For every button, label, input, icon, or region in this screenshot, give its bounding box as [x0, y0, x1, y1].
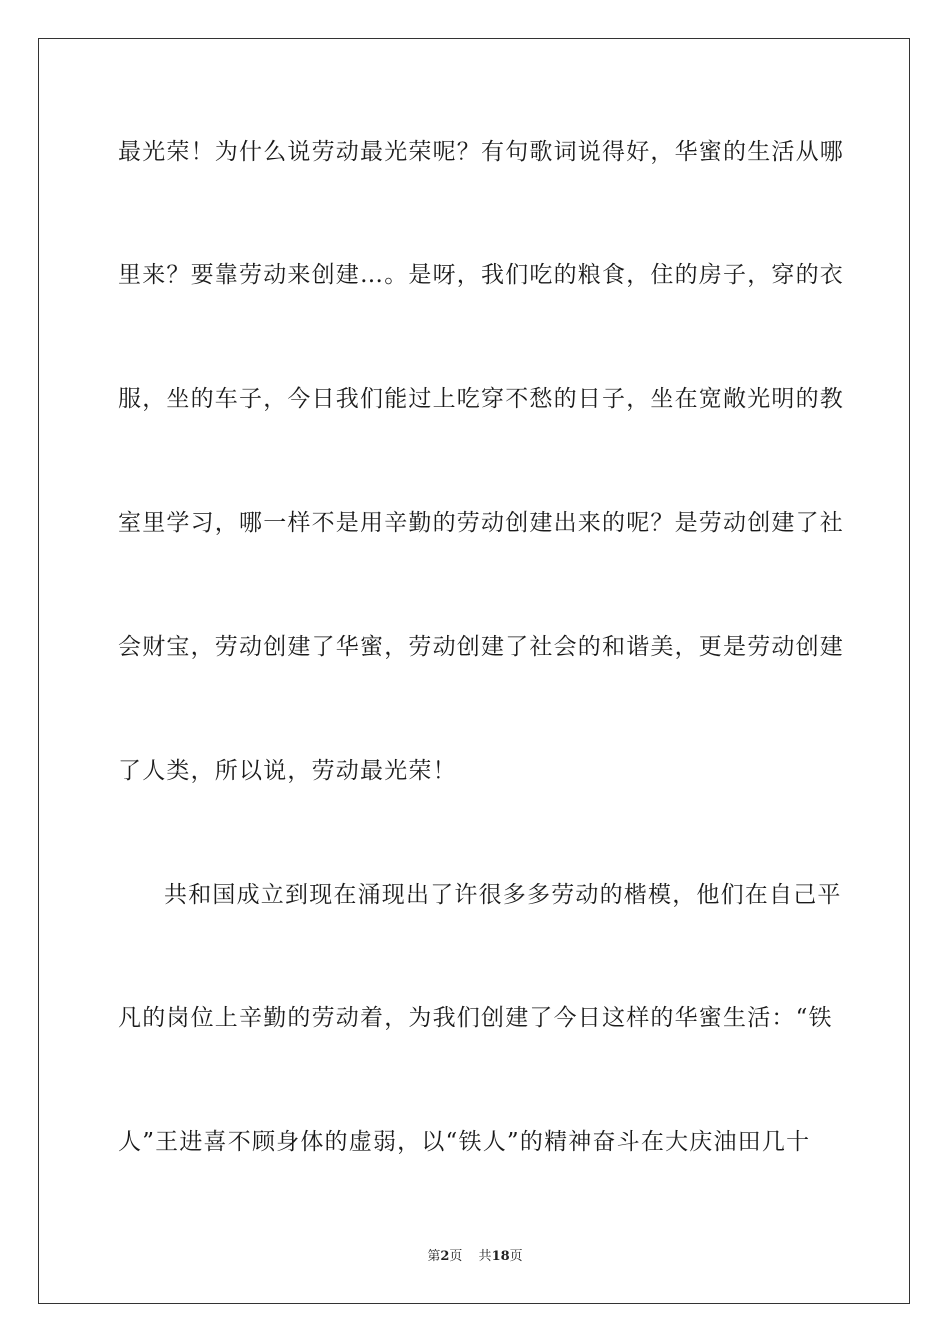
total-prefix: 共	[478, 1249, 492, 1264]
page-suffix: 页	[449, 1249, 463, 1264]
page-number: 2	[440, 1249, 450, 1264]
page-border	[38, 38, 910, 1304]
page-footer	[0, 1248, 950, 1266]
paragraph-line-6: 了人类，所以说，劳动最光荣！	[118, 758, 457, 784]
paragraph-line-8: 凡的岗位上辛勤的劳动着，为我们创建了今日这样的华蜜生活：“铁	[118, 1005, 833, 1031]
page-prefix: 第	[427, 1249, 441, 1264]
paragraph-line-7: 共和国成立到现在涌现出了许很多多劳动的楷模，他们在自己平	[164, 882, 842, 908]
total-pages: 18	[491, 1249, 510, 1264]
paragraph-line-2: 里来？要靠劳动来创建…。是呀，我们吃的粮食，住的房子，穿的衣	[118, 262, 844, 288]
paragraph-line-1: 最光荣！为什么说劳动最光荣呢？有句歌词说得好，华蜜的生活从哪	[118, 139, 844, 165]
paragraph-line-3: 服，坐的车子，今日我们能过上吃穿不愁的日子，坐在宽敞光明的教	[118, 386, 844, 412]
paragraph-line-9: 人”王进喜不顾身体的虚弱，以“铁人”的精神奋斗在大庆油田几十	[118, 1129, 811, 1155]
paragraph-line-4: 室里学习，哪一样不是用辛勤的劳动创建出来的呢？是劳动创建了社	[118, 510, 844, 536]
total-suffix: 页	[509, 1249, 523, 1264]
total-pages-indicator	[479, 1249, 523, 1264]
page-indicator	[427, 1249, 462, 1264]
paragraph-line-5: 会财宝，劳动创建了华蜜，劳动创建了社会的和谐美，更是劳动创建	[118, 634, 844, 660]
